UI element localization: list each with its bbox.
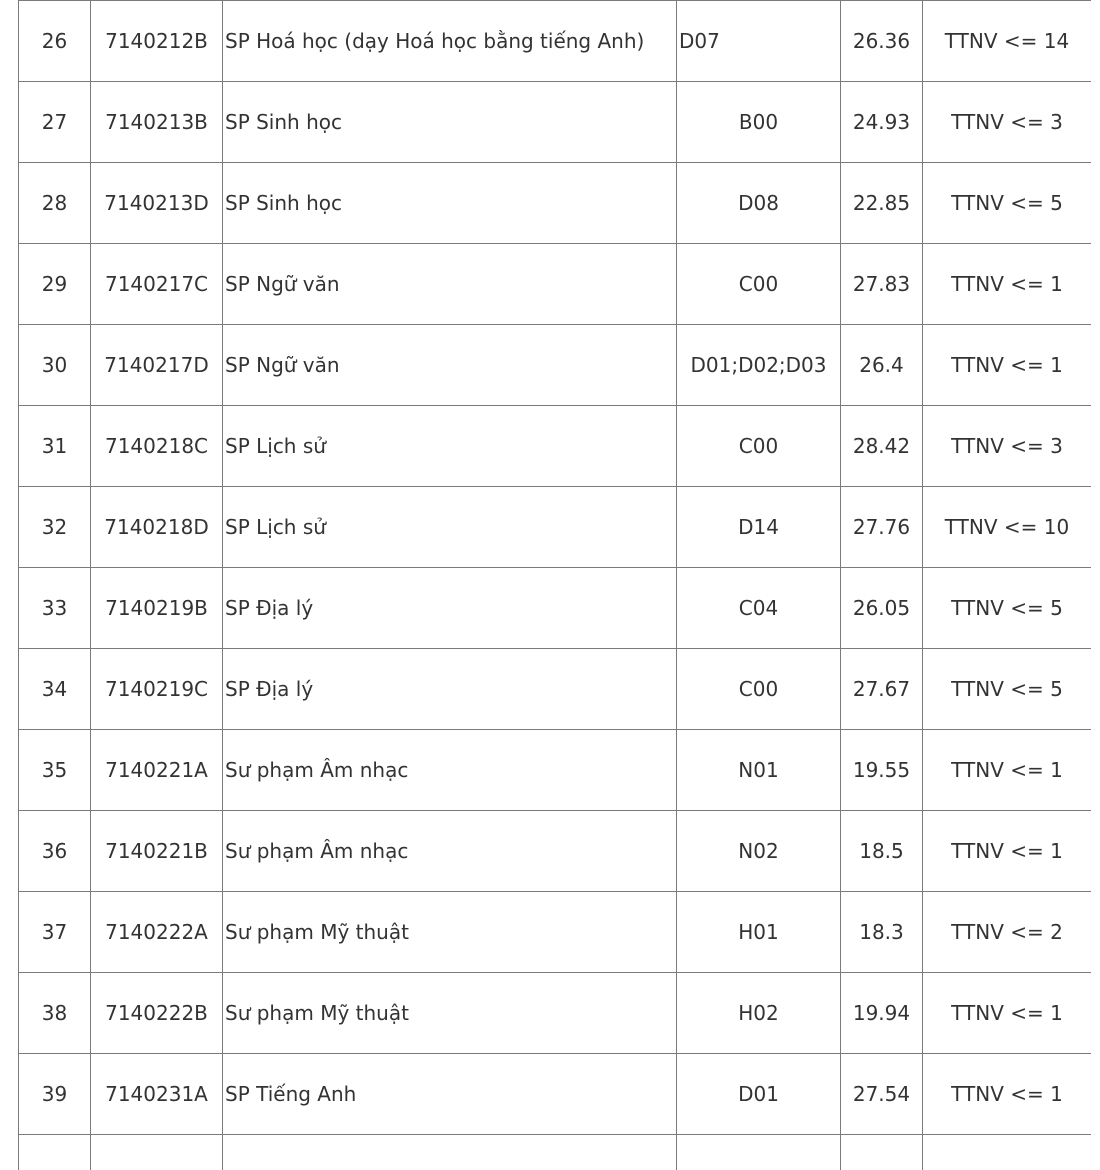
cell-major-name: Sư phạm Mỹ thuật: [223, 892, 677, 973]
cell-priority-note: [923, 1135, 1092, 1170]
cell-stt: 36: [19, 811, 91, 892]
table-row: [19, 568, 1092, 649]
cell-priority-note: TTNV <= 1: [923, 730, 1092, 811]
cell-major-code: 7140213D: [91, 163, 223, 244]
cell-major-name: SP Lịch sử: [223, 406, 677, 487]
cell-subject-combination: D01: [677, 1054, 841, 1135]
cell-cutoff-score: 18.5: [841, 811, 923, 892]
cell-cutoff-score: 26.05: [841, 568, 923, 649]
cell-subject-combination: N02: [677, 811, 841, 892]
cell-subject-combination: D14: [677, 487, 841, 568]
cell-subject-combination: D07: [677, 1, 841, 82]
table-row: [19, 1135, 1092, 1170]
cell-stt: 26: [19, 1, 91, 82]
cell-cutoff-score: 19.55: [841, 730, 923, 811]
table-row: [19, 730, 1092, 811]
admission-score-table: [18, 0, 1091, 1170]
cell-major-code: 7140213B: [91, 82, 223, 163]
table-body: [19, 1, 1092, 1170]
cell-subject-combination: D01;D02;D03: [677, 325, 841, 406]
cell-priority-note: TTNV <= 2: [923, 892, 1092, 973]
cell-subject-combination: D08: [677, 163, 841, 244]
cell-priority-note: TTNV <= 10: [923, 487, 1092, 568]
cell-priority-note: TTNV <= 5: [923, 163, 1092, 244]
cell-major-code: 7140217D: [91, 325, 223, 406]
cell-cutoff-score: 28.42: [841, 406, 923, 487]
table-row: [19, 1, 1092, 82]
cell-subject-combination: C00: [677, 649, 841, 730]
table-row: [19, 973, 1092, 1054]
cell-cutoff-score: 19.94: [841, 973, 923, 1054]
cell-major-code: 7140221A: [91, 730, 223, 811]
cell-subject-combination: H01: [677, 892, 841, 973]
cell-major-code: 7140219B: [91, 568, 223, 649]
cell-priority-note: TTNV <= 5: [923, 649, 1092, 730]
cell-major-name: SP Lịch sử: [223, 487, 677, 568]
table-row: [19, 1054, 1092, 1135]
cell-priority-note: TTNV <= 1: [923, 1054, 1092, 1135]
cell-stt: 28: [19, 163, 91, 244]
cell-stt: 37: [19, 892, 91, 973]
cell-major-name: SP Sinh học: [223, 82, 677, 163]
cell-major-name: Sư phạm Mỹ thuật: [223, 973, 677, 1054]
cell-subject-combination: C00: [677, 244, 841, 325]
table-row: [19, 892, 1092, 973]
cell-stt: 35: [19, 730, 91, 811]
cell-major-name: SP Địa lý: [223, 568, 677, 649]
table-row: [19, 325, 1092, 406]
cell-subject-combination: C04: [677, 568, 841, 649]
cell-major-code: 7140218C: [91, 406, 223, 487]
cell-major-name: Sư phạm Âm nhạc: [223, 811, 677, 892]
cell-priority-note: TTNV <= 1: [923, 811, 1092, 892]
cell-stt: [19, 1135, 91, 1170]
cell-major-name: SP Hoá học (dạy Hoá học bằng tiếng Anh): [223, 1, 677, 82]
cell-cutoff-score: 24.93: [841, 82, 923, 163]
cell-stt: 33: [19, 568, 91, 649]
cell-major-name: Sư phạm Âm nhạc: [223, 730, 677, 811]
cell-cutoff-score: 27.54: [841, 1054, 923, 1135]
cell-subject-combination: C00: [677, 406, 841, 487]
cell-stt: 29: [19, 244, 91, 325]
cell-major-code: 7140221B: [91, 811, 223, 892]
table-row: [19, 406, 1092, 487]
cell-major-code: [91, 1135, 223, 1170]
cell-subject-combination: H02: [677, 973, 841, 1054]
cell-stt: 39: [19, 1054, 91, 1135]
cell-major-code: 7140222B: [91, 973, 223, 1054]
cell-cutoff-score: 18.3: [841, 892, 923, 973]
cell-cutoff-score: 22.85: [841, 163, 923, 244]
cell-subject-combination: [677, 1135, 841, 1170]
cell-stt: 38: [19, 973, 91, 1054]
cell-cutoff-score: 27.67: [841, 649, 923, 730]
cell-subject-combination: B00: [677, 82, 841, 163]
cell-priority-note: TTNV <= 14: [923, 1, 1092, 82]
cell-cutoff-score: 27.76: [841, 487, 923, 568]
cell-major-code: 7140212B: [91, 1, 223, 82]
cell-priority-note: TTNV <= 3: [923, 82, 1092, 163]
cell-major-code: 7140218D: [91, 487, 223, 568]
cell-major-name: SP Ngữ văn: [223, 325, 677, 406]
cell-priority-note: TTNV <= 1: [923, 973, 1092, 1054]
cell-major-code: 7140222A: [91, 892, 223, 973]
table-row: [19, 244, 1092, 325]
cell-priority-note: TTNV <= 1: [923, 325, 1092, 406]
cell-stt: 30: [19, 325, 91, 406]
table-row: [19, 649, 1092, 730]
cell-priority-note: TTNV <= 3: [923, 406, 1092, 487]
cell-priority-note: TTNV <= 5: [923, 568, 1092, 649]
cell-major-name: SP Ngữ văn: [223, 244, 677, 325]
cell-major-name: SP Tiếng Anh: [223, 1054, 677, 1135]
table-row: [19, 163, 1092, 244]
cell-cutoff-score: [841, 1135, 923, 1170]
table-row: [19, 82, 1092, 163]
cell-cutoff-score: 27.83: [841, 244, 923, 325]
cell-major-code: 7140231A: [91, 1054, 223, 1135]
cell-cutoff-score: 26.36: [841, 1, 923, 82]
cell-subject-combination: N01: [677, 730, 841, 811]
cell-major-code: 7140217C: [91, 244, 223, 325]
cell-stt: 27: [19, 82, 91, 163]
admission-score-table-container: [18, 0, 1091, 1170]
cell-stt: 32: [19, 487, 91, 568]
table-row: [19, 487, 1092, 568]
cell-stt: 31: [19, 406, 91, 487]
cell-major-name: [223, 1135, 677, 1170]
cell-major-code: 7140219C: [91, 649, 223, 730]
table-row: [19, 811, 1092, 892]
cell-major-name: SP Sinh học: [223, 163, 677, 244]
cell-priority-note: TTNV <= 1: [923, 244, 1092, 325]
cell-cutoff-score: 26.4: [841, 325, 923, 406]
cell-stt: 34: [19, 649, 91, 730]
cell-major-name: SP Địa lý: [223, 649, 677, 730]
